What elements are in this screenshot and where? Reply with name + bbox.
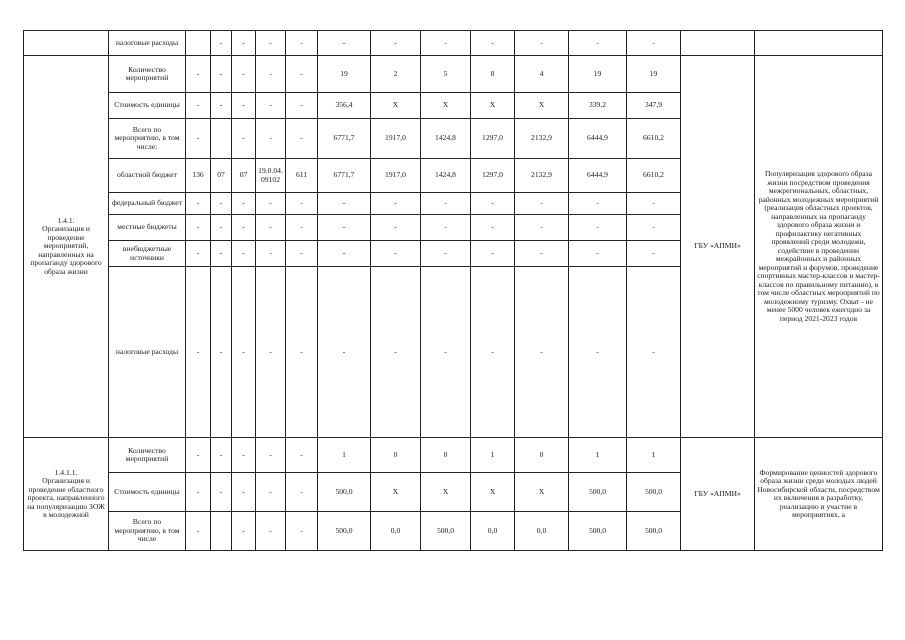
- table-cell: X: [515, 93, 569, 119]
- table-cell: 2132,9: [515, 119, 569, 159]
- table-cell: 136: [186, 159, 211, 193]
- table-row: [24, 56, 883, 93]
- table-cell: -: [318, 241, 371, 267]
- table-cell: -: [627, 267, 681, 438]
- table-cell: 8: [471, 56, 515, 93]
- table-cell: 19: [627, 56, 681, 93]
- table-cell: -: [256, 93, 286, 119]
- table-cell: -: [232, 193, 256, 215]
- table-cell: -: [186, 215, 211, 241]
- table-cell: -: [627, 241, 681, 267]
- table-cell: 0,0: [371, 512, 421, 551]
- table-cell: -: [515, 267, 569, 438]
- table-cell: -: [186, 473, 211, 512]
- table-cell: -: [515, 31, 569, 56]
- table-cell: X: [471, 93, 515, 119]
- table-cell: -: [569, 31, 627, 56]
- table-cell: 500,0: [421, 512, 471, 551]
- table-cell: -: [256, 193, 286, 215]
- table-cell: 07: [232, 159, 256, 193]
- table-cell: -: [232, 119, 256, 159]
- empty-cell: [681, 31, 755, 56]
- table-cell: -: [256, 512, 286, 551]
- table-cell: -: [286, 267, 318, 438]
- row-label: Стоимость единицы: [109, 473, 186, 512]
- row-label: внебюджетные источники: [109, 241, 186, 267]
- table-cell: -: [232, 512, 256, 551]
- table-cell: -: [286, 215, 318, 241]
- table-cell: 500,0: [569, 512, 627, 551]
- activity-code: 1.4.1.1.: [54, 467, 78, 477]
- table-cell: -: [256, 56, 286, 93]
- table-cell: -: [371, 193, 421, 215]
- table-cell: X: [421, 473, 471, 512]
- row-label: Стоимость единицы: [109, 93, 186, 119]
- table-cell: -: [186, 56, 211, 93]
- executor-cell: ГБУ «АПМИ»: [681, 56, 755, 438]
- table-cell: -: [471, 215, 515, 241]
- table-cell: -: [286, 56, 318, 93]
- table-cell: -: [515, 241, 569, 267]
- table-cell: 19: [569, 56, 627, 93]
- table-cell: 1297,0: [471, 119, 515, 159]
- table-cell: -: [256, 31, 286, 56]
- table-cell: -: [186, 193, 211, 215]
- description-cell: Популяризация здорового образа жизни посредством проведения межрегиональных, областных, районных молодежных мероприятий (реализация областных проектов, направленных на пропаганду здорового образа жизни и профилактику негативных проявлений среди молодежи, содействие в проведении межрайонных и районных мероприятий и форумов, проведение спортивных мастер-классов и мастер-классов по правильному питанию), в том числе областных мероприятий по молодежному туризму. Охват - не менее 5000 человек ежегодно за период 2021-2023 годов: [755, 56, 883, 438]
- table-cell: -: [232, 31, 256, 56]
- description-cell: Формирование ценностей здорового образа жизни среди молодых людей Новосибирской области, посредством их включения в разработку, реализацию и участие в мероприятиях, а: [755, 438, 883, 551]
- table-cell: -: [471, 193, 515, 215]
- activity-cell: [24, 56, 109, 438]
- table-cell: -: [232, 215, 256, 241]
- table-cell: -: [569, 241, 627, 267]
- table-cell: -: [256, 473, 286, 512]
- table-cell: -: [232, 473, 256, 512]
- table-cell: -: [256, 119, 286, 159]
- table-cell: 5: [421, 56, 471, 93]
- table-cell: 0: [515, 438, 569, 473]
- table-cell: -: [515, 193, 569, 215]
- table-cell: 347,9: [627, 93, 681, 119]
- table-cell: -: [421, 215, 471, 241]
- table-cell: 356,4: [318, 93, 371, 119]
- table-cell: 6444,9: [569, 159, 627, 193]
- table-cell: 500,0: [627, 512, 681, 551]
- row-label: налоговые расходы: [109, 31, 186, 56]
- table-cell: -: [371, 31, 421, 56]
- table-cell: 07: [211, 159, 232, 193]
- table-cell: -: [515, 215, 569, 241]
- empty-cell: [755, 31, 883, 56]
- table-cell: -: [471, 31, 515, 56]
- table-cell: 339,2: [569, 93, 627, 119]
- row-label: местные бюджеты: [109, 215, 186, 241]
- table-cell: -: [569, 193, 627, 215]
- table-cell: -: [371, 241, 421, 267]
- table-cell: X: [371, 473, 421, 512]
- executor-cell: ГБУ «АПМИ»: [681, 438, 755, 551]
- table-cell: -: [421, 193, 471, 215]
- table-cell: -: [211, 56, 232, 93]
- empty-cell: [186, 31, 211, 56]
- table-cell: -: [186, 241, 211, 267]
- table-cell: 1424,8: [421, 119, 471, 159]
- row-label: налоговые расходы: [109, 267, 186, 438]
- table-cell: 500,0: [627, 473, 681, 512]
- table-cell: -: [211, 193, 232, 215]
- table-cell: 6610,2: [627, 119, 681, 159]
- empty-cell: [24, 31, 109, 56]
- table-cell: 1: [471, 438, 515, 473]
- table-cell: -: [256, 241, 286, 267]
- table-cell: -: [286, 512, 318, 551]
- table-cell: -: [627, 31, 681, 56]
- table-cell: 0: [371, 438, 421, 473]
- table-cell: -: [186, 267, 211, 438]
- activity-cell: [24, 438, 109, 551]
- table-cell: -: [286, 241, 318, 267]
- table-cell: -: [286, 473, 318, 512]
- table-cell: 0,0: [515, 512, 569, 551]
- table-cell: -: [186, 512, 211, 551]
- table-cell: -: [627, 193, 681, 215]
- table-cell: -: [286, 438, 318, 473]
- table-cell: 611: [286, 159, 318, 193]
- table-cell: -: [286, 193, 318, 215]
- table-cell: -: [256, 438, 286, 473]
- table-cell: -: [256, 267, 286, 438]
- table-cell: 500,0: [318, 512, 371, 551]
- table-cell: 19.0.04.09102: [256, 159, 286, 193]
- table-cell: -: [569, 215, 627, 241]
- row-label: областной бюджет: [109, 159, 186, 193]
- table-cell: -: [211, 215, 232, 241]
- table-cell: 1: [318, 438, 371, 473]
- budget-table: [23, 30, 883, 551]
- table-cell: 500,0: [318, 473, 371, 512]
- table-cell: -: [211, 267, 232, 438]
- activity-title: Организация и проведение мероприятий, направленных на пропаганду здорового образа жизни: [30, 224, 102, 276]
- table-cell: -: [421, 31, 471, 56]
- table-cell: 6444,9: [569, 119, 627, 159]
- table-cell: 4: [515, 56, 569, 93]
- table-cell: 1: [569, 438, 627, 473]
- table-row: [24, 438, 883, 473]
- table-cell: [211, 119, 232, 159]
- table-cell: -: [421, 241, 471, 267]
- row-label: федеральный бюджет: [109, 193, 186, 215]
- row-label: Всего по мероприятию, в том числе: [109, 512, 186, 551]
- table-cell: -: [286, 93, 318, 119]
- table-cell: 6771,7: [318, 159, 371, 193]
- table-cell: 6771,7: [318, 119, 371, 159]
- row-label: Количество мероприятий: [109, 438, 186, 473]
- table-cell: -: [211, 93, 232, 119]
- table-cell: 1297,0: [471, 159, 515, 193]
- table-cell: -: [232, 267, 256, 438]
- table-cell: -: [211, 473, 232, 512]
- table-cell: 0: [421, 438, 471, 473]
- table-cell: 2: [371, 56, 421, 93]
- table-cell: -: [471, 241, 515, 267]
- table-cell: -: [318, 267, 371, 438]
- table-cell: 1917,0: [371, 159, 421, 193]
- table-cell: -: [421, 267, 471, 438]
- table-cell: 2132,9: [515, 159, 569, 193]
- table-cell: 1: [627, 438, 681, 473]
- table-cell: -: [232, 241, 256, 267]
- table-cell: -: [211, 241, 232, 267]
- row-label: Количество мероприятий: [109, 56, 186, 93]
- table-cell: X: [421, 93, 471, 119]
- activity-code: 1.4.1.: [57, 215, 75, 225]
- table-cell: -: [232, 93, 256, 119]
- table-cell: -: [471, 267, 515, 438]
- table-cell: X: [371, 93, 421, 119]
- table-cell: 1917,0: [371, 119, 421, 159]
- table-cell: -: [186, 119, 211, 159]
- table-cell: 0,0: [471, 512, 515, 551]
- table-cell: -: [186, 93, 211, 119]
- table-cell: -: [286, 31, 318, 56]
- table-cell: -: [371, 267, 421, 438]
- table-cell: -: [318, 31, 371, 56]
- table-cell: -: [627, 215, 681, 241]
- table-cell: -: [318, 193, 371, 215]
- table-cell: 500,0: [569, 473, 627, 512]
- table-cell: 6610,2: [627, 159, 681, 193]
- table-cell: -: [286, 119, 318, 159]
- table-row: [24, 31, 883, 56]
- table-cell: -: [186, 438, 211, 473]
- row-label: Всего по мероприятию, в том числе:: [109, 119, 186, 159]
- table-cell: -: [232, 438, 256, 473]
- table-cell: -: [211, 31, 232, 56]
- table-cell: 1424,8: [421, 159, 471, 193]
- table-cell: -: [232, 56, 256, 93]
- table-cell: -: [318, 215, 371, 241]
- table-cell: -: [256, 215, 286, 241]
- table-cell: X: [471, 473, 515, 512]
- table-cell: X: [515, 473, 569, 512]
- table-cell: -: [211, 438, 232, 473]
- table-cell: [211, 512, 232, 551]
- activity-title: Организация и проведение областного проекта, направленного на популяризацию ЗОЖ в молодежной: [27, 476, 105, 519]
- table-cell: 19: [318, 56, 371, 93]
- table-cell: -: [371, 215, 421, 241]
- table-cell: -: [569, 267, 627, 438]
